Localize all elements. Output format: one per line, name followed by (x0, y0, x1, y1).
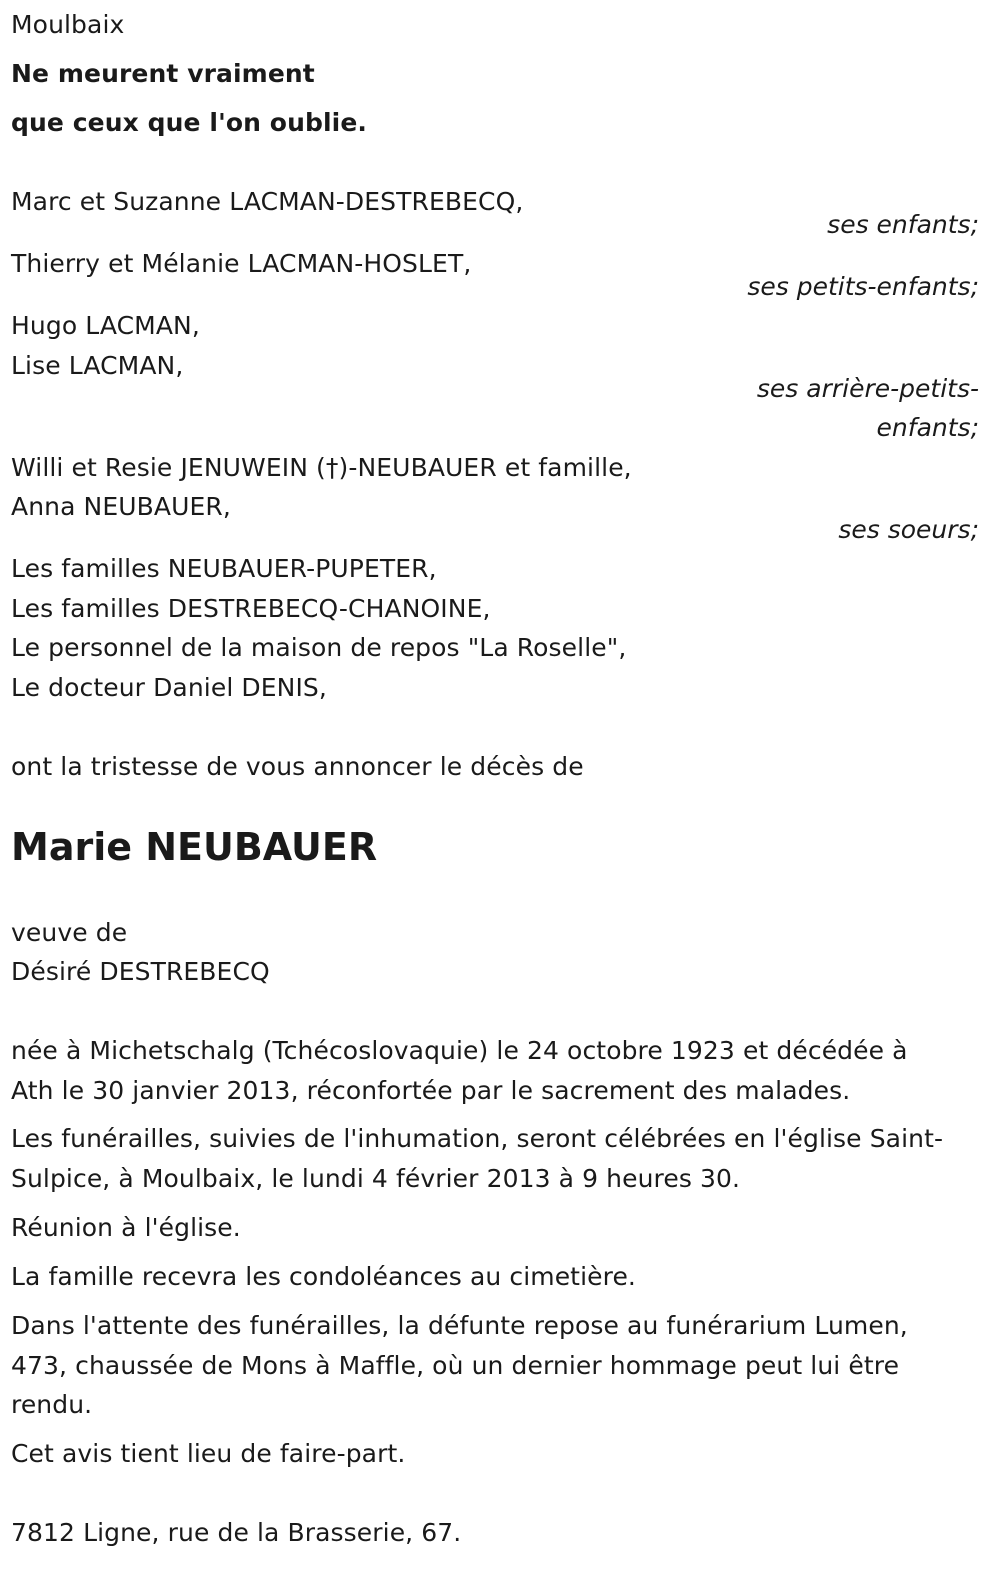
family-other-4: Le docteur Daniel DENIS, (11, 673, 327, 702)
funeral-line-1: Les funérailles, suivies de l'inhumation, seront célébrées en l'église Saint- (11, 1124, 944, 1153)
family-other-3: Le personnel de la maison de repos "La Roselle", (11, 633, 627, 662)
widow-line-2: Désiré DESTREBECQ (11, 957, 270, 986)
place-name: Moulbaix (11, 10, 125, 39)
condolences-text: La famille recevra les condoléances au cimetière. (11, 1262, 636, 1291)
family-sister-1: Willi et Resie JENUWEIN (†)-NEUBAUER et famille, (11, 453, 632, 482)
family-other-2: Les familles DESTREBECQ-CHANOINE, (11, 594, 491, 623)
widow-line-1: veuve de (11, 918, 128, 947)
family-great-grandchild-2: Lise LACMAN, (11, 351, 184, 380)
repose-line-2: 473, chaussée de Mons à Maffle, où un dernier hommage peut lui être (11, 1351, 900, 1380)
family-address: 7812 Ligne, rue de la Brasserie, 67. (11, 1518, 462, 1547)
quote-line-1: Ne meurent vraiment (11, 59, 315, 88)
meeting-text: Réunion à l'église. (11, 1213, 241, 1242)
role-grandchildren: ses petits-enfants; (747, 272, 979, 301)
repose-line-3: rendu. (11, 1390, 93, 1419)
quote-line-2: que ceux que l'on oublie. (11, 108, 367, 137)
birth-death-line-2: Ath le 30 janvier 2013, réconfortée par le sacrement des malades. (11, 1076, 851, 1105)
family-other-1: Les familles NEUBAUER-PUPETER, (11, 554, 437, 583)
family-children: Marc et Suzanne LACMAN-DESTREBECQ, (11, 187, 524, 216)
family-sister-2: Anna NEUBAUER, (11, 492, 231, 521)
role-children: ses enfants; (827, 210, 979, 239)
role-sisters: ses soeurs; (838, 515, 979, 544)
funeral-line-2: Sulpice, à Moulbaix, le lundi 4 février 2013 à 9 heures 30. (11, 1164, 741, 1193)
notice-text: Cet avis tient lieu de faire-part. (11, 1439, 406, 1468)
repose-line-1: Dans l'attente des funérailles, la défunte repose au funérarium Lumen, (11, 1311, 908, 1340)
family-great-grandchild-1: Hugo LACMAN, (11, 311, 200, 340)
role-great-grandchildren-line-2: enfants; (876, 413, 979, 442)
deceased-name: Marie NEUBAUER (11, 825, 378, 869)
family-grandchildren: Thierry et Mélanie LACMAN-HOSLET, (11, 249, 472, 278)
role-great-grandchildren-line-1: ses arrière-petits- (756, 374, 979, 403)
announcement-text: ont la tristesse de vous annoncer le décès de (11, 752, 584, 781)
birth-death-line-1: née à Michetschalg (Tchécoslovaquie) le 24 octobre 1923 et décédée à (11, 1036, 908, 1065)
